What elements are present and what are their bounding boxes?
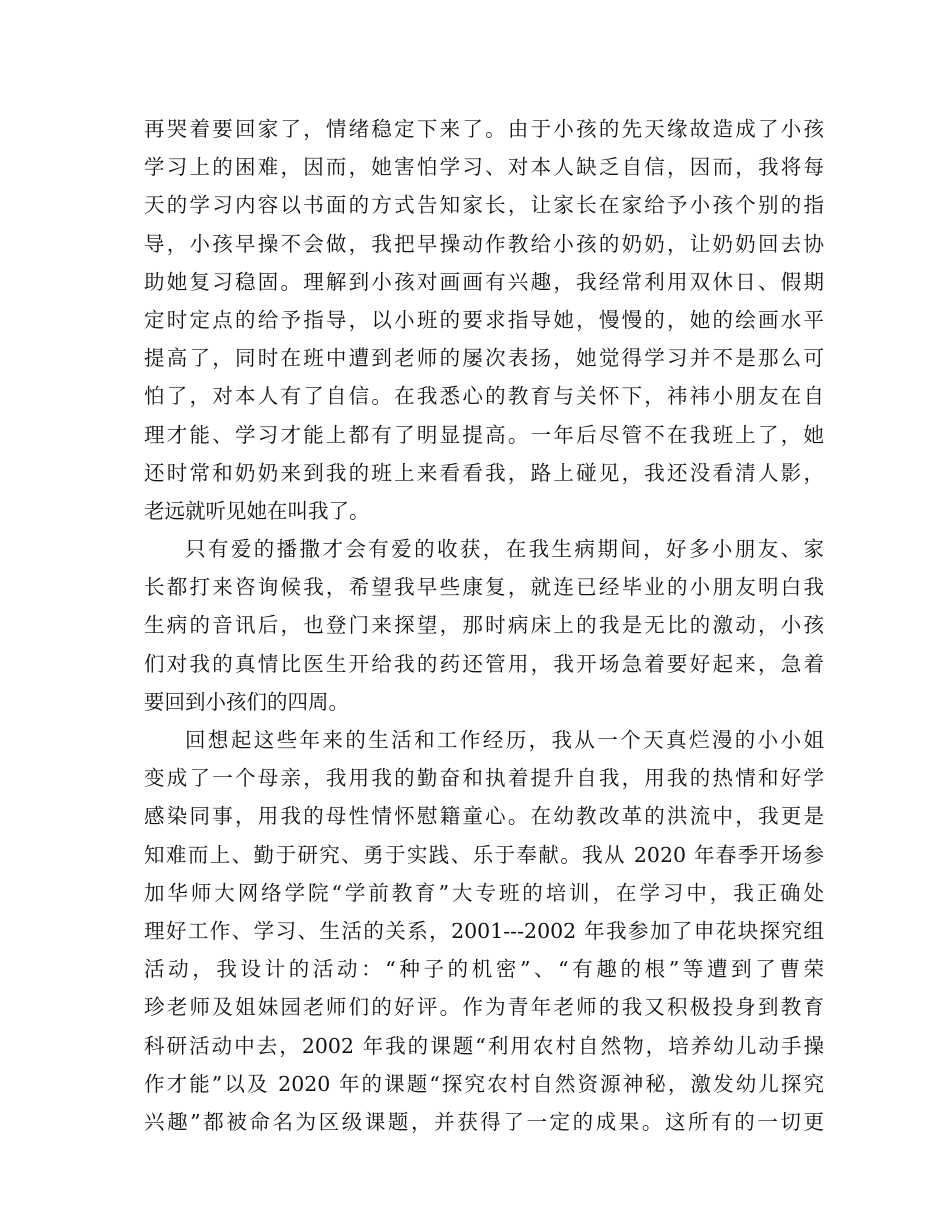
text-line: 再哭着要回家了，情绪稳定下来了。由于小孩的先天缘故造成了小孩 xyxy=(144,117,824,141)
text-line: 长都打来咨询候我，希望我早些康复，就连已经毕业的小朋友明白我 xyxy=(144,575,824,600)
text-line: 理好工作、学习、生活的关系，2001---2002 年我参加了申花块探究组 xyxy=(144,918,824,943)
text-line: 作才能”以及 2020 年的课题“探究农村自然资源神秘，激发幼儿探究 xyxy=(144,1071,824,1096)
text-line: 定时定点的给予指导，以小班的要求指导她，慢慢的，她的绘画水平 xyxy=(144,307,824,332)
text-line: 活动，我设计的活动：“种子的机密”、“有趣的根”等遭到了曹荣 xyxy=(144,957,824,982)
text-line: 知难而上、勤于研究、勇于实践、乐于奉献。我从 2020 年春季开场参 xyxy=(144,842,824,867)
document-body xyxy=(144,110,824,1141)
text-line: 提高了，同时在班中遭到老师的屡次表扬，她觉得学习并不是那么可 xyxy=(144,346,824,371)
text-line: 生病的音讯后，也登门来探望，那时病床上的我是无比的激动，小孩 xyxy=(144,613,824,638)
text-line: 感染同事，用我的母性情怀慰籍童心。在幼教改革的洪流中，我更是 xyxy=(144,804,824,829)
text-line: 天的学习内容以书面的方式告知家长，让家长在家给予小孩个别的指 xyxy=(144,193,824,218)
text-line: 珍老师及姐妹园老师们的好评。作为青年老师的我又积极投身到教育 xyxy=(144,995,824,1020)
text-line: 兴趣”都被命名为区级课题，并获得了一定的成果。这所有的一切更 xyxy=(144,1109,824,1134)
text-line: 理才能、学习才能上都有了明显提高。一年后尽管不在我班上了，她 xyxy=(144,422,824,447)
paragraph-start-line: 只有爱的播撒才会有爱的收获，在我生病期间，好多小朋友、家 xyxy=(185,537,824,562)
text-line: 要回到小孩们的四周。 xyxy=(144,689,349,714)
text-line: 怕了，对本人有了自信。在我悉心的教育与关怀下，祎祎小朋友在自 xyxy=(144,384,824,409)
text-line: 学习上的困难，因而，她害怕学习、对本人缺乏自信，因而，我将每 xyxy=(144,155,824,180)
paragraph-start-line: 回想起这些年来的生活和工作经历，我从一个天真烂漫的小小姐 xyxy=(185,728,824,752)
text-line: 加华师大网络学院“学前教育”大专班的培训，在学习中，我正确处 xyxy=(144,880,824,905)
text-line: 科研活动中去，2002 年我的课题“利用农村自然物，培养幼儿动手操 xyxy=(144,1033,824,1058)
text-line: 们对我的真情比医生开给我的药还管用，我开场急着要好起来，急着 xyxy=(144,651,824,676)
text-line: 还时常和奶奶来到我的班上来看看我，路上碰见，我还没看清人影， xyxy=(144,460,824,485)
text-line: 变成了一个母亲，我用我的勤奋和执着提升自我，用我的热情和好学 xyxy=(144,766,824,791)
text-line: 助她复习稳固。理解到小孩对画画有兴趣，我经常利用双休日、假期 xyxy=(144,269,824,294)
text-line: 导，小孩早操不会做，我把早操动作教给小孩的奶奶，让奶奶回去协 xyxy=(144,231,824,256)
text-line: 老远就听见她在叫我了。 xyxy=(144,498,370,523)
